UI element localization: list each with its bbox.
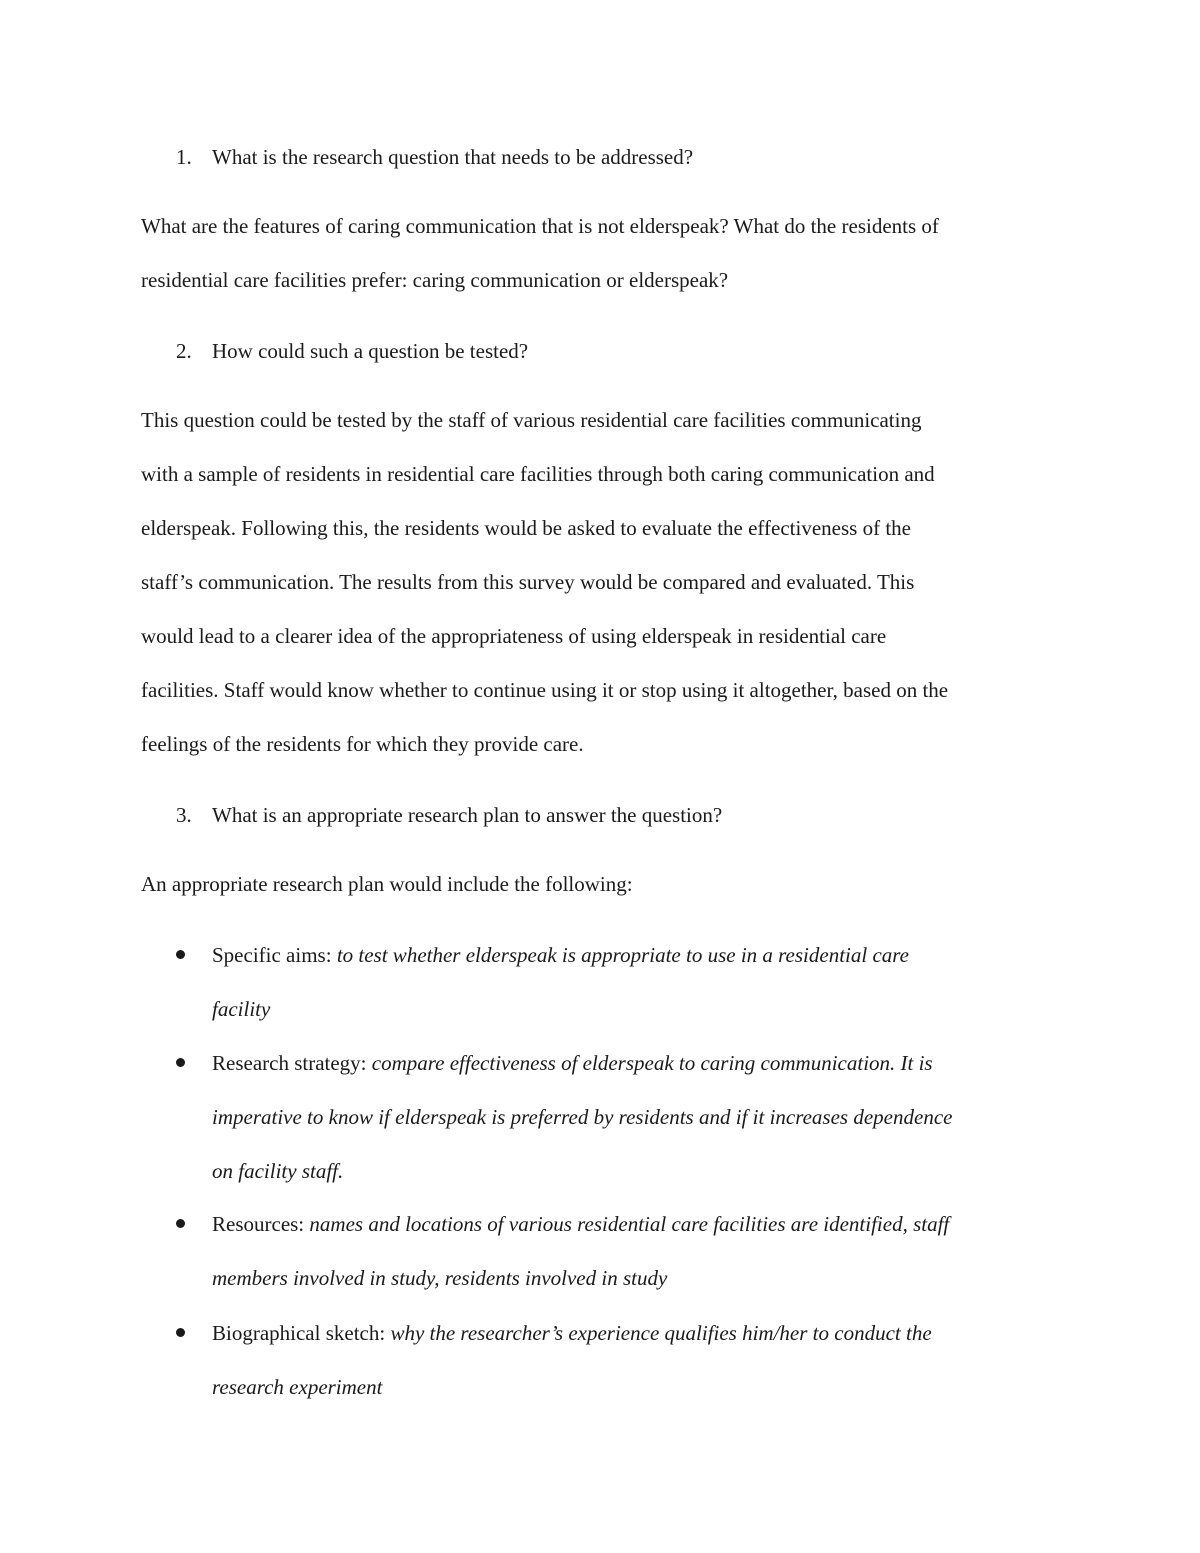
answer-line: would lead to a clearer idea of the appropriateness of using elderspeak in residential care <box>141 624 887 648</box>
answer-line: facilities. Staff would know whether to continue using it or stop using it altogether, based on the <box>141 678 949 702</box>
bullet-detail: compare effectiveness of elderspeak to caring communication. It is <box>371 1051 933 1075</box>
bullet-detail: to test whether elderspeak is appropriate to use in a residential care <box>336 943 909 967</box>
question-number: 2. <box>176 339 192 363</box>
bullet-line <box>212 1049 933 1077</box>
bullet-line <box>212 1319 932 1347</box>
answer-line: This question could be tested by the staff of various residential care facilities communicating <box>141 408 922 432</box>
bullet-detail: why the researcher’s experience qualifies him/her to conduct the <box>390 1321 932 1345</box>
question-text: What is an appropriate research plan to answer the question? <box>212 803 723 827</box>
bullet-detail: facility <box>212 997 271 1021</box>
bullet-detail: imperative to know if elderspeak is preferred by residents and if it increases dependence <box>212 1105 953 1129</box>
question-number: 3. <box>176 803 192 827</box>
answer-line: An appropriate research plan would include the following: <box>141 872 633 896</box>
bullet-line <box>212 941 909 969</box>
bullet-detail: on facility staff. <box>212 1159 344 1183</box>
answer-line: feelings of the residents for which they provide care. <box>141 732 584 756</box>
bullet-icon <box>176 1328 185 1337</box>
bullet-detail: members involved in study, residents involved in study <box>212 1266 668 1290</box>
bullet-label: Biographical sketch: <box>212 1321 391 1345</box>
bullet-label: Research strategy: <box>212 1051 372 1075</box>
question-number: 1. <box>176 145 192 169</box>
bullet-line <box>212 1210 949 1238</box>
bullet-detail: names and locations of various residential care facilities are identified, staff <box>309 1212 950 1236</box>
answer-line: staff’s communication. The results from this survey would be compared and evaluated. This <box>141 570 915 594</box>
answer-line: elderspeak. Following this, the residents would be asked to evaluate the effectiveness of the <box>141 516 911 540</box>
answer-line: with a sample of residents in residential care facilities through both caring communication and <box>141 462 935 486</box>
bullet-label: Resources: <box>212 1212 310 1236</box>
bullet-detail: research experiment <box>212 1375 383 1399</box>
answer-line: What are the features of caring communication that is not elderspeak? What do the residents of <box>141 214 939 238</box>
bullet-icon <box>176 950 185 959</box>
answer-line: residential care facilities prefer: caring communication or elderspeak? <box>141 268 729 292</box>
bullet-icon <box>176 1058 185 1067</box>
question-text: What is the research question that needs to be addressed? <box>212 145 694 169</box>
question-text: How could such a question be tested? <box>212 339 529 363</box>
bullet-icon <box>176 1219 185 1228</box>
bullet-label: Specific aims: <box>212 943 337 967</box>
